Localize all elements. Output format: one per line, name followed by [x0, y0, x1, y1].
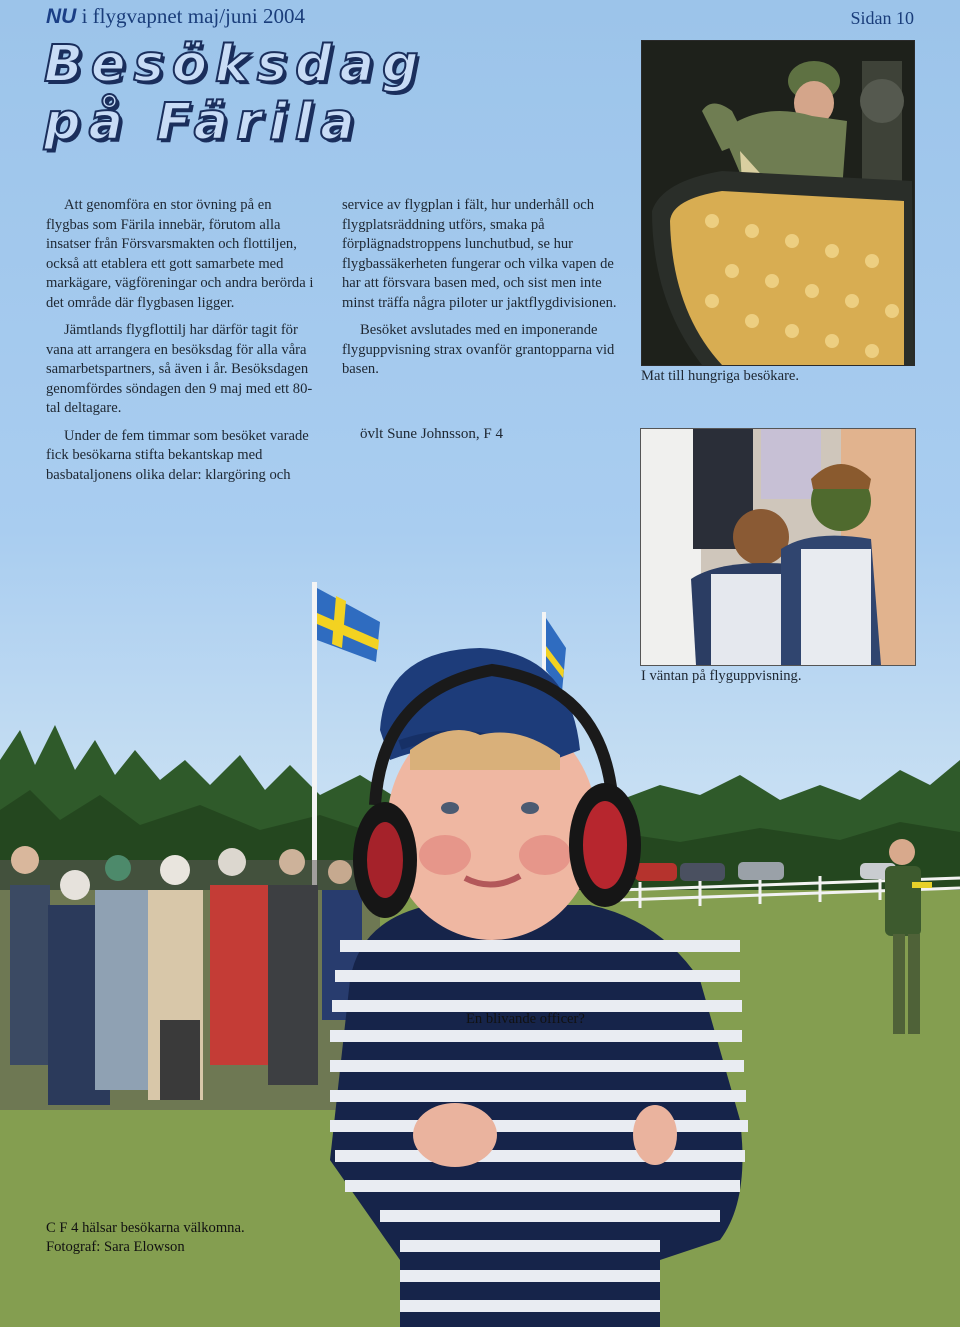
masthead-logo: NU [46, 5, 77, 28]
scene-photo [0, 560, 960, 1327]
caption-boy: En blivande officer? [466, 1011, 585, 1027]
title-line-1: Besöksdag [44, 35, 427, 94]
masthead-publication: i flygvapnet maj/juni 2004 [76, 4, 305, 28]
page-title [44, 36, 427, 152]
article-paragraph: Besöket avslutades med en imponerande flyguppvisning strax ovanför grantopparna vid basen. [342, 322, 615, 377]
article-paragraph: Jämtlands flygflottilj har därför tagit för vana att arrangera en besöksdag för alla våra samarbetspartners, så även i år. Besöksdagen genomfördes söndagen den 9 maj med ett 80-tal deltagare. [46, 322, 313, 416]
page-number: Sidan 10 [850, 8, 914, 28]
masthead [46, 4, 305, 29]
photo-food [641, 40, 915, 366]
article-paragraph: Att genomföra en stor övning på en flygbas som Färila innebär, förutom alla insatser från Försvarsmakten och flottiljen, också att etablera ett gott samarbete med markägare, vägföreningar och andra berörda i det område där flygbasen ligger. [46, 197, 314, 311]
caption-kids: I väntan på flyguppvisning. [641, 668, 802, 684]
article-column-2 [342, 196, 618, 388]
caption-commander: C F 4 hälsar besökarna välkomna. [46, 1220, 245, 1236]
title-line-2: på Färila [44, 93, 363, 152]
photo-credit: Fotograf: Sara Elowson [46, 1239, 185, 1255]
food-photo-art [642, 41, 914, 365]
kids-photo-art [641, 429, 915, 665]
caption-food: Mat till hungriga besökare. [641, 368, 800, 384]
article-paragraph: service av flygplan i fält, hur underhåll och flygplatsräddning utförs, smaka på förplägnadstroppens lunchutbud, se hur flygbassäkerheten fungerar och vilka vapen de har att försvara basen med, och sist men inte minst träffa några piloter ur jaktflygdivisionen. [342, 197, 617, 311]
boy [330, 648, 748, 1327]
swedish-flag-1 [317, 588, 380, 662]
article-paragraph: Under de fem timmar som besöket varade fick besökarna stifta bekantskap med basbataljonens olika delar: klargöring och [46, 427, 309, 483]
photo-kids [640, 428, 916, 666]
article-column-1 [46, 196, 318, 493]
crowd [0, 846, 380, 1110]
byline: övlt Sune Johnsson, F 4 [360, 426, 503, 442]
